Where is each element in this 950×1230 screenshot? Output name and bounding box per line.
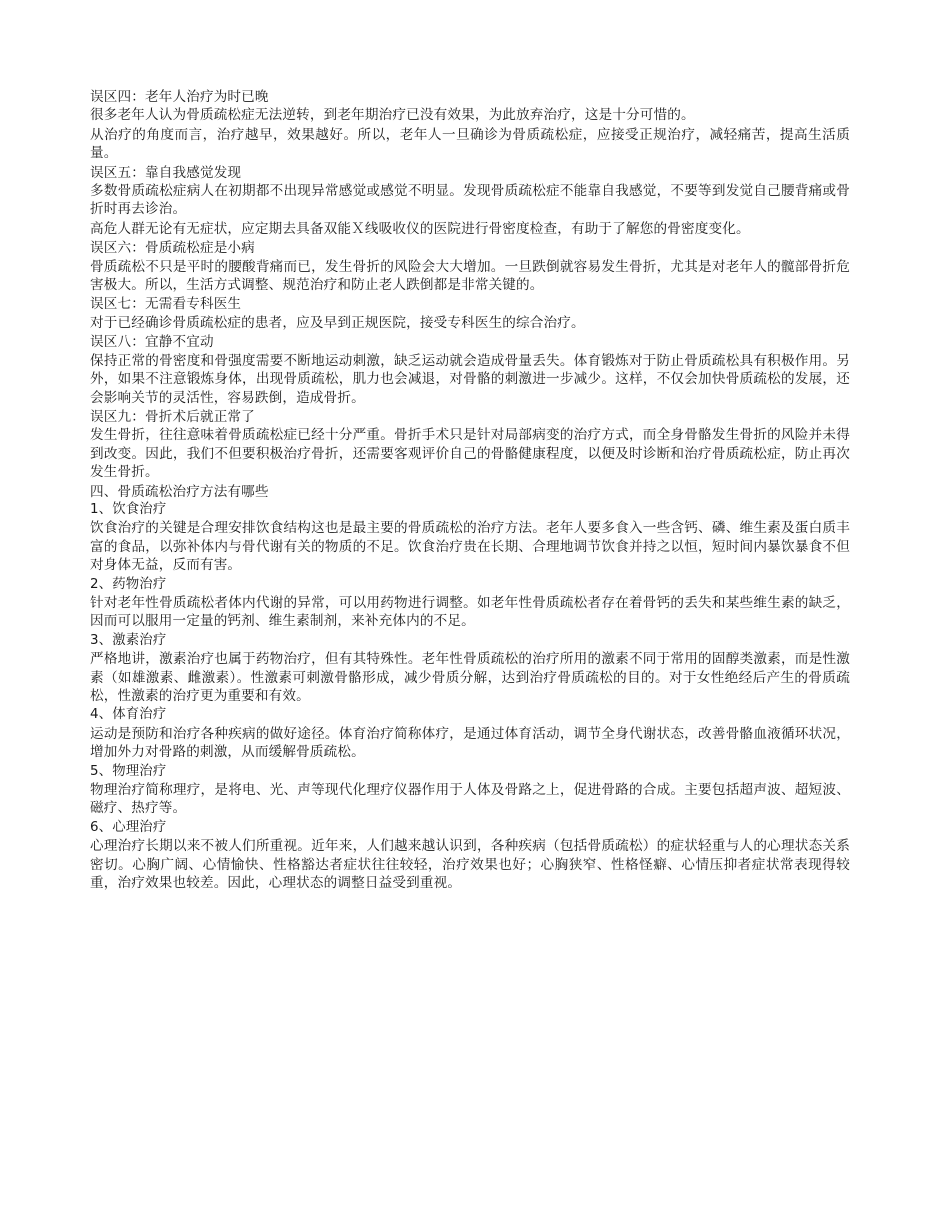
document-body (90, 88, 850, 893)
numbered-heading: 2、药物治疗 (90, 576, 167, 592)
section-heading: 四、骨质疏松治疗方法有哪些 (90, 483, 269, 500)
paragraph: 饮食治疗的关键是合理安排饮食结构这也是最主要的骨质疏松的治疗方法。老年人要多食入一些含钙、磷、维生素及蛋白质丰富的食品，以弥补体内与骨代谢有关的物质的不足。饮食治疗贵在长期、合理地调节饮食并持之以恒，短时间内暴饮暴食不但对身体无益，反而有害。 (90, 520, 850, 574)
numbered-heading: 3、激素治疗 (90, 632, 167, 648)
section-heading: 误区七：无需看专科医生 (90, 296, 242, 313)
numbered-heading: 1、饮食治疗 (90, 501, 167, 517)
section-heading: 误区八：宜静不宜动 (90, 334, 214, 351)
paragraph: 运动是预防和治疗各种疾病的做好途径。体育治疗简称体疗，是通过体育活动，调节全身代谢状态，改善骨骼血液循环状况，增加外力对骨路的刺激，从而缓解骨质疏松。 (90, 725, 850, 761)
section-heading: 误区五：靠自我感觉发现 (90, 164, 242, 181)
section-heading: 误区四：老年人治疗为时已晚 (90, 89, 269, 105)
numbered-heading: 4、体育治疗 (90, 707, 167, 723)
paragraph: 严格地讲，激素治疗也属于药物治疗，但有其特殊性。老年性骨质疏松的治疗所用的激素不同于常用的固醇类激素，而是性激素（如雄激素、雌激素）。性激素可刺激骨骼形成，减少骨质分解，达到治疗骨质疏松的目的。对于女性绝经后产生的骨质疏松，性激素的治疗更为重要和有效。 (90, 651, 850, 704)
paragraph: 物理治疗简称理疗，是将电、光、声等现代化理疗仪器作用于人体及骨路之上，促进骨路的合成。主要包括超声波、超短波、磁疗、热疗等。 (90, 782, 850, 817)
paragraph: 对于已经确诊骨质疏松症的患者，应及早到正规医院，接受专科医生的综合治疗。 (90, 314, 585, 331)
paragraph: 针对老年性骨质疏松者体内代谢的异常，可以用药物进行调整。如老年性骨质疏松者存在着骨钙的丢失和某些维生素的缺乏，因而可以服用一定量的钙剂、维生素制剂，来补充体内的不足。 (90, 594, 850, 630)
paragraph: 多数骨质疏松症病人在初期都不出现异常感觉或感觉不明显。发现骨质疏松症不能靠自我感觉，不要等到发觉自己腰背痛或骨折时再去诊治。 (90, 183, 850, 218)
paragraph: 高危人群无论有无症状，应定期去具备双能Ｘ线吸收仪的医院进行骨密度检查，有助于了解您的骨密度变化。 (90, 220, 750, 237)
paragraph: 骨质疏松不只是平时的腰酸背痛而已，发生骨折的风险会大大增加。一旦跌倒就容易发生骨折，尤其是对老年人的髋部骨折危害极大。所以，生活方式调整、规范治疗和防止老人跌倒都是非常关键的。 (90, 258, 850, 294)
paragraph: 保持正常的骨密度和骨强度需要不断地运动刺激，缺乏运动就会造成骨量丢失。体育锻炼对于防止骨质疏松具有积极作用。另外，如果不注意锻炼身体，出现骨质疏松，肌力也会减退，对骨骼的刺激进一步减少。这样，不仅会加快骨质疏松的发展，还会影响关节的灵活性，容易跌倒，造成骨折。 (90, 352, 850, 406)
section-heading: 误区六：骨质疏松症是小病 (90, 240, 255, 257)
paragraph: 心理治疗长期以来不被人们所重视。近年来，人们越来越认识到，各种疾病（包括骨质疏松）的症状轻重与人的心理状态关系密切。心胸广阔、心情愉快、性格豁达者症状往往较轻，治疗效果也好；心胸狭窄、性格怪癖、心情压抑者症状常表现得较重，治疗效果也较差。因此，心理状态的调整日益受到重视。 (90, 838, 850, 892)
paragraph: 从治疗的角度而言，治疗越早，效果越好。所以，老年人一旦确诊为骨质疏松症，应接受正规治疗，减轻痛苦，提高生活质量。 (90, 126, 850, 162)
numbered-heading: 6、心理治疗 (90, 819, 167, 835)
paragraph: 很多老年人认为骨质疏松症无法逆转，到老年期治疗已没有效果，为此放弃治疗，这是十分可惜的。 (90, 107, 695, 124)
paragraph: 发生骨折，往往意味着骨质疏松症已经十分严重。骨折手术只是针对局部病变的治疗方式，而全身骨骼发生骨折的风险并未得到改变。因此，我们不但要积极治疗骨折，还需要客观评价自己的骨骼健康程度，以便及时诊断和治疗骨质疏松症，防止再次发生骨折。 (90, 427, 850, 481)
section-heading: 误区九：骨折术后就正常了 (90, 408, 255, 425)
numbered-heading: 5、物理治疗 (90, 763, 167, 779)
